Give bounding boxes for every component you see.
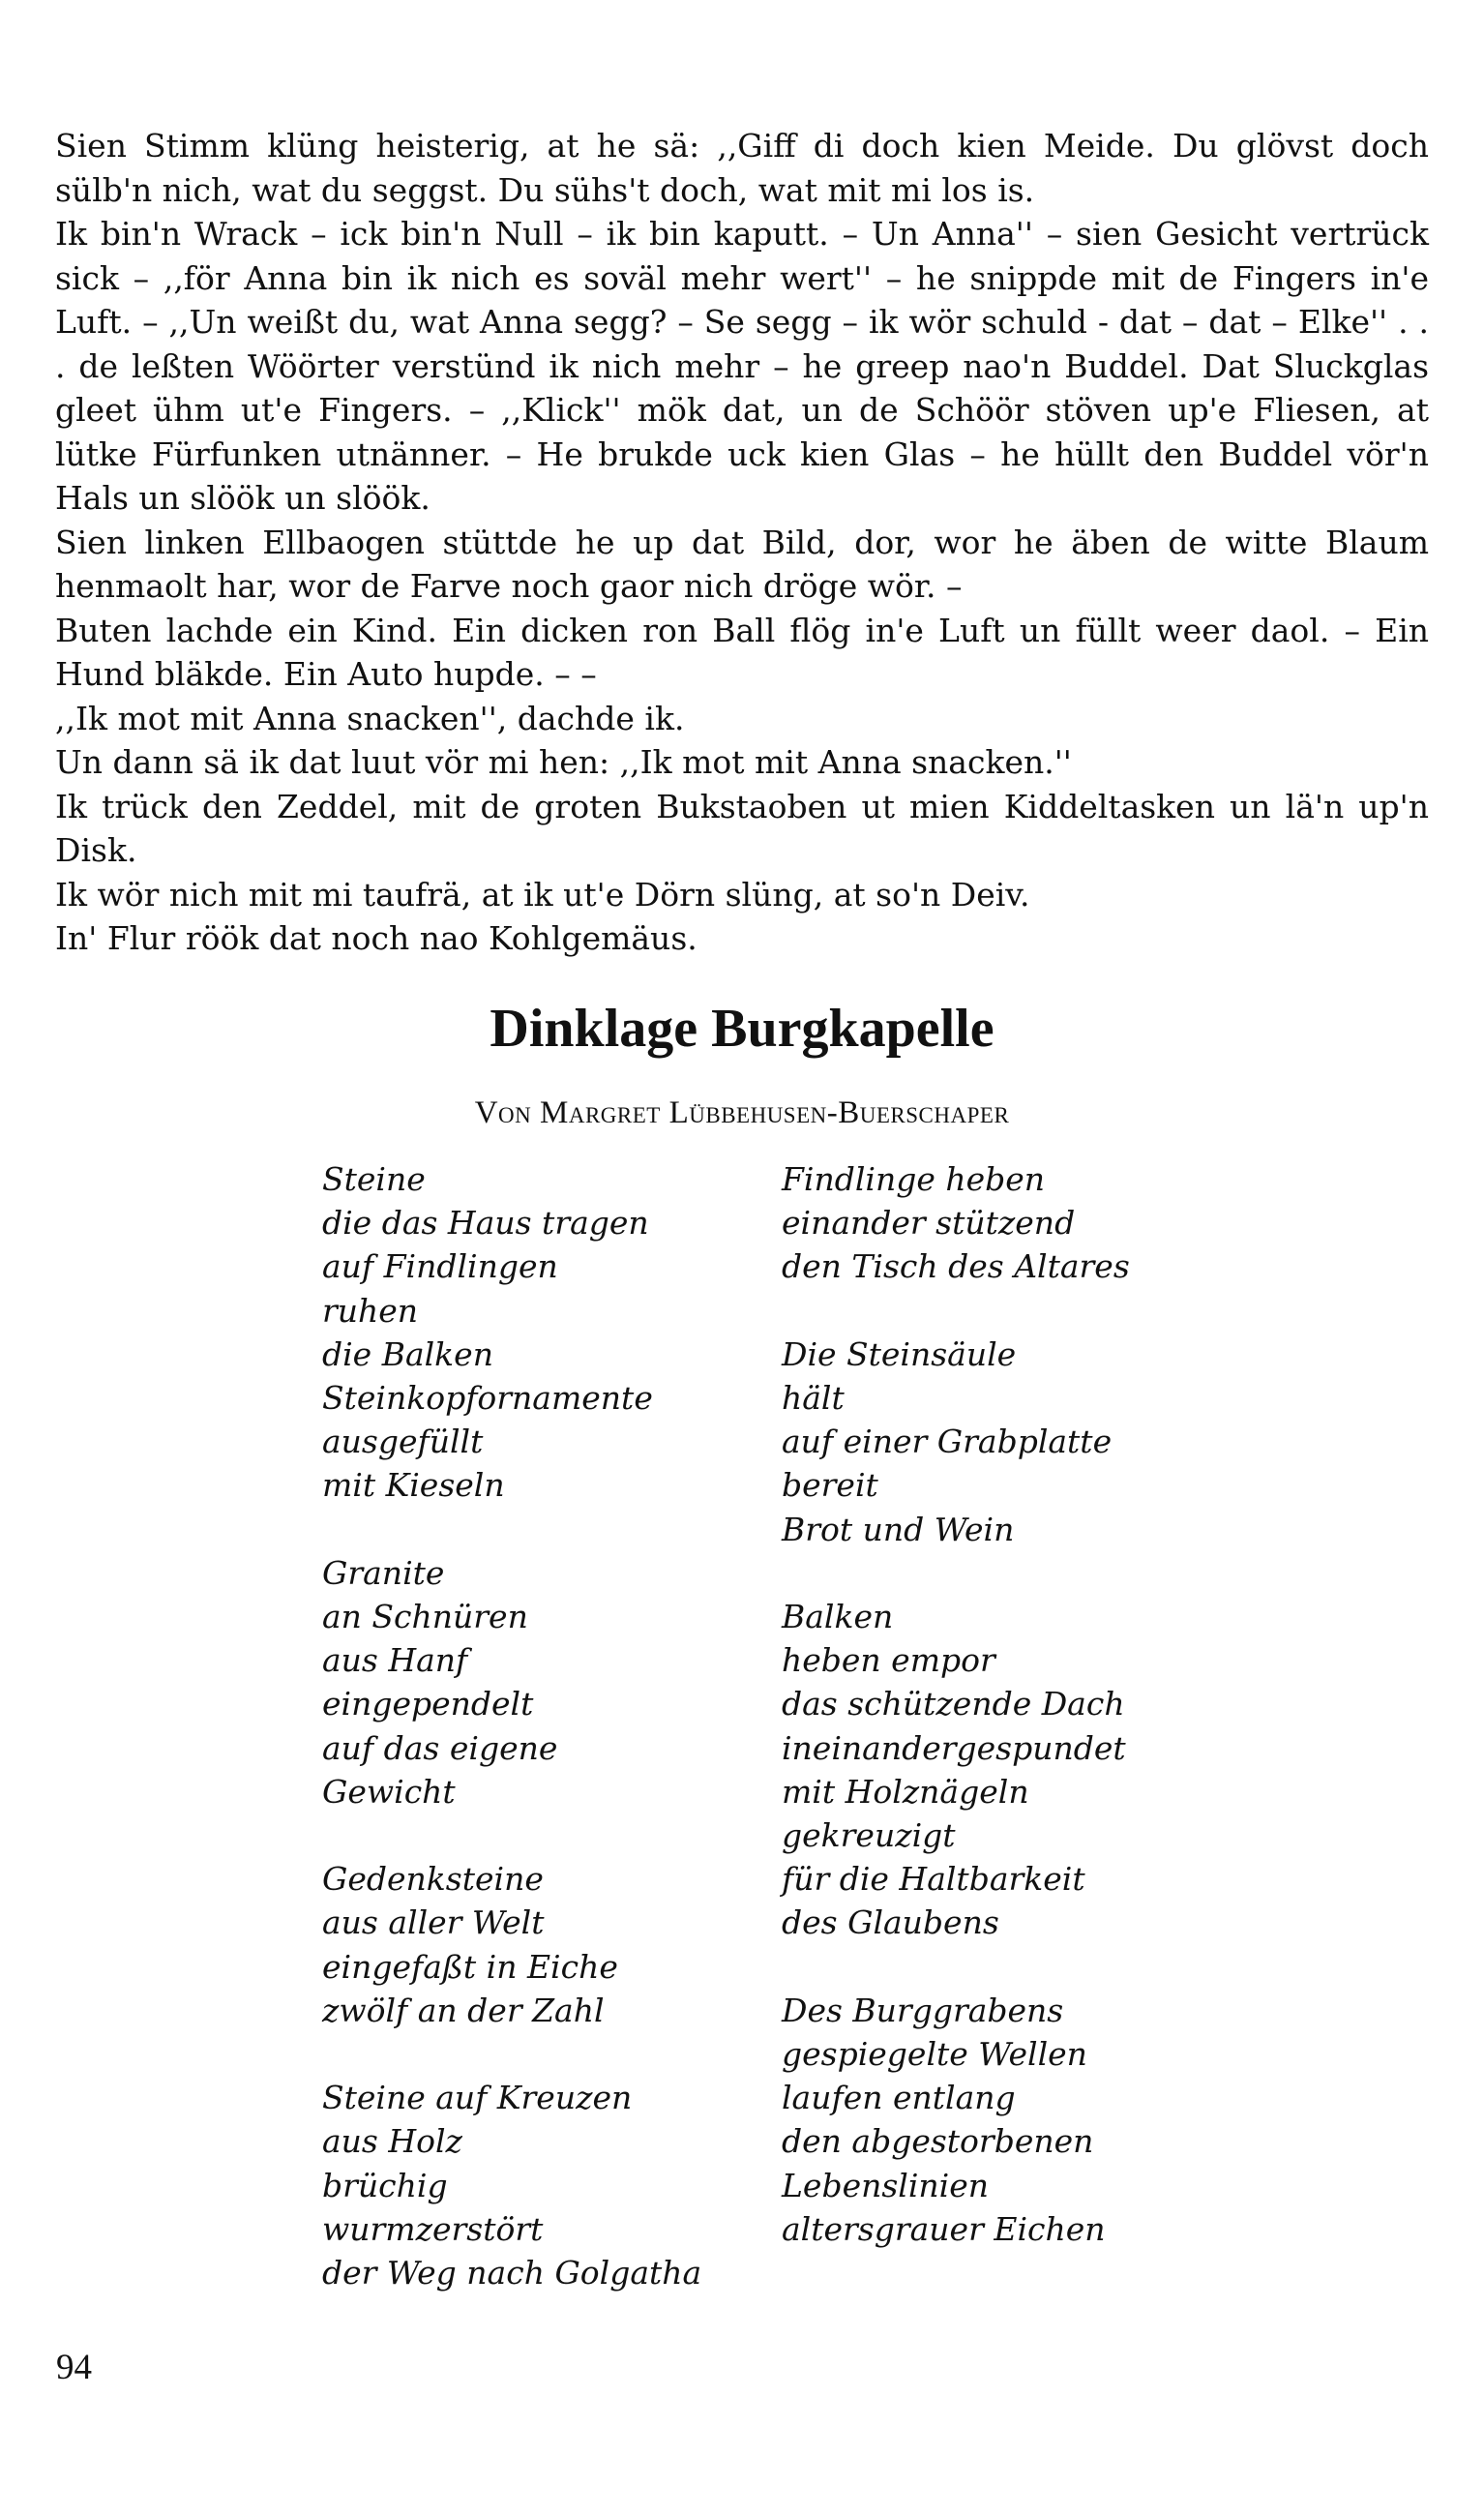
page-number: 94 xyxy=(56,2348,92,2387)
poem-column-left xyxy=(322,1157,748,2294)
poem-line: das schützende Dach xyxy=(782,1685,1125,1723)
poem-line: bereit xyxy=(782,1466,878,1505)
poem-line: laufen entlang xyxy=(782,2079,1016,2117)
poem-line: den abgestorbenen xyxy=(782,2122,1094,2161)
poem-line: an Schnüren xyxy=(322,1598,528,1636)
poem-stanza xyxy=(322,1857,748,2032)
poem-line: die Balken xyxy=(322,1334,493,1373)
poem-column-right xyxy=(782,1157,1285,2251)
poem-title: Dinklage Burgkapelle xyxy=(490,999,994,1059)
poem-line: Balken xyxy=(782,1598,894,1635)
poem-line: ineinandergespundet xyxy=(782,1728,1126,1767)
poem-line: brüchig xyxy=(322,2166,448,2204)
poem-line: hält xyxy=(782,1379,845,1417)
poem-line: heben empor xyxy=(782,1641,995,1680)
poem-line: für die Haltbarkeit xyxy=(782,1860,1085,1899)
prose-paragraph: Un dann sä ik dat luut vör mi hen: ,,Ik mot mit Anna snacken.'' xyxy=(55,743,1072,781)
poem-line: die das Haus tragen xyxy=(322,1204,649,1243)
poem-line: Lebenslinien xyxy=(782,2166,989,2204)
poem-stanza xyxy=(322,1551,748,1813)
poem-line: zwölf an der Zahl xyxy=(322,1991,605,2029)
poem-stanza xyxy=(782,1595,1285,1945)
poem-line: altersgrauer Eichen xyxy=(782,2209,1106,2248)
poem-line: Des Burggrabens xyxy=(782,1991,1064,2029)
poem-line: gespiegelte Wellen xyxy=(782,2035,1087,2074)
poem-line: Steine auf Kreuzen xyxy=(322,2079,633,2117)
poem-author: Von Margret Lübbehusen-Buerschaper xyxy=(474,1095,1010,1130)
poem-line: den Tisch des Altares xyxy=(782,1247,1130,1286)
poem-stanza xyxy=(782,1989,1285,2251)
poem-line: auf einer Grabplatte xyxy=(782,1423,1113,1461)
poem-stanza xyxy=(782,1157,1285,1289)
prose-paragraph: Buten lachde ein Kind. Ein dicken ron Ball flög in'e Luft un füllt weer daol. – Ein Hund bläkde. Ein Auto hupde. – – xyxy=(55,611,1429,693)
poem-line: des Glaubens xyxy=(782,1903,999,1942)
prose-paragraph: ,,Ik mot mit Anna snacken'', dachde ik. xyxy=(55,699,685,737)
poem-stanza xyxy=(322,1157,748,1508)
poem-line: auf Findlingen xyxy=(322,1247,558,1286)
poem-line: eingependelt xyxy=(322,1685,534,1723)
poem-line: eingefaßt in Eiche xyxy=(322,1947,618,1986)
poem-line: aus Hanf xyxy=(322,1641,468,1680)
poem-line: mit Holznägeln xyxy=(782,1772,1029,1811)
poem-line: Steine xyxy=(322,1160,426,1198)
poem-stanza xyxy=(322,2076,748,2294)
prose-paragraph: Sien Stimm klüng heisterig, at he sä: ,,Giff di doch kien Meide. Du glövst doch sülb'n nich, wat du seggst. Du sühs't doch, wat mit mi los is. xyxy=(55,127,1429,209)
prose-paragraph: Ik bin'n Wrack – ick bin'n Null – ik bin kaputt. – Un Anna'' – sien Gesicht vertrück sick – ,,för Anna bin ik nich es soväl mehr wert'' – he snippde mit de Fingers in'e Luft. – ,,Un weißt du, wat Anna segg? – Se segg – ik wör schuld - dat – dat – Elke'' . . . de leßten Wöörter verstünd ik nich mehr – he greep nao'n Buddel. Dat Sluckglas gleet ühm ut'e Fingers. – ,,Klick'' mök dat, un de Schöör stöven up'e Fliesen, at lütke Fürfunken utnänner. – He brukde uck kien Glas – he hüllt den Buddel vör'n Hals un slöök un slöök. xyxy=(55,215,1429,517)
poem-line: Findlinge heben xyxy=(782,1160,1046,1198)
prose-paragraph: Ik wör nich mit mi taufrä, at ik ut'e Dörn slüng, at so'n Deiv. xyxy=(55,875,1030,914)
poem-line: aus aller Welt xyxy=(322,1903,545,1942)
poem-line: einander stützend xyxy=(782,1204,1076,1243)
prose-paragraph: In' Flur röök dat noch nao Kohlgemäus. xyxy=(55,919,697,957)
poem-line: Steinkopfornamente xyxy=(322,1379,653,1418)
poem-line: Die Steinsäule xyxy=(782,1334,1017,1373)
poem-line: wurmzerstört xyxy=(322,2209,544,2248)
prose-paragraph: Sien linken Ellbaogen stüttde he up dat Bild, dor, wor he äben de witte Blaum henmaolt har, wor de Farve noch gaor nich dröge wör. – xyxy=(55,523,1429,605)
poem-line: Granite xyxy=(322,1553,445,1592)
prose-section xyxy=(55,124,1429,961)
poem-line: ruhen xyxy=(322,1291,419,1330)
poem-line: auf das eigene xyxy=(322,1728,558,1767)
poem-line: aus Holz xyxy=(322,2122,462,2161)
poem-stanza xyxy=(782,1333,1285,1551)
poem-line: Gedenksteine xyxy=(322,1860,544,1899)
poem-line: gekreuzigt xyxy=(782,1816,956,1855)
poem-line: Brot und Wein xyxy=(782,1510,1015,1548)
poem-line: mit Kieseln xyxy=(322,1466,505,1505)
poem-line: der Weg nach Golgatha xyxy=(322,2254,702,2292)
poem-line: ausgefüllt xyxy=(322,1423,484,1461)
prose-paragraph: Ik trück den Zeddel, mit de groten Bukstaoben ut mien Kiddeltasken un lä'n up'n Disk. xyxy=(55,787,1429,869)
poem-line: Gewicht xyxy=(322,1772,456,1811)
